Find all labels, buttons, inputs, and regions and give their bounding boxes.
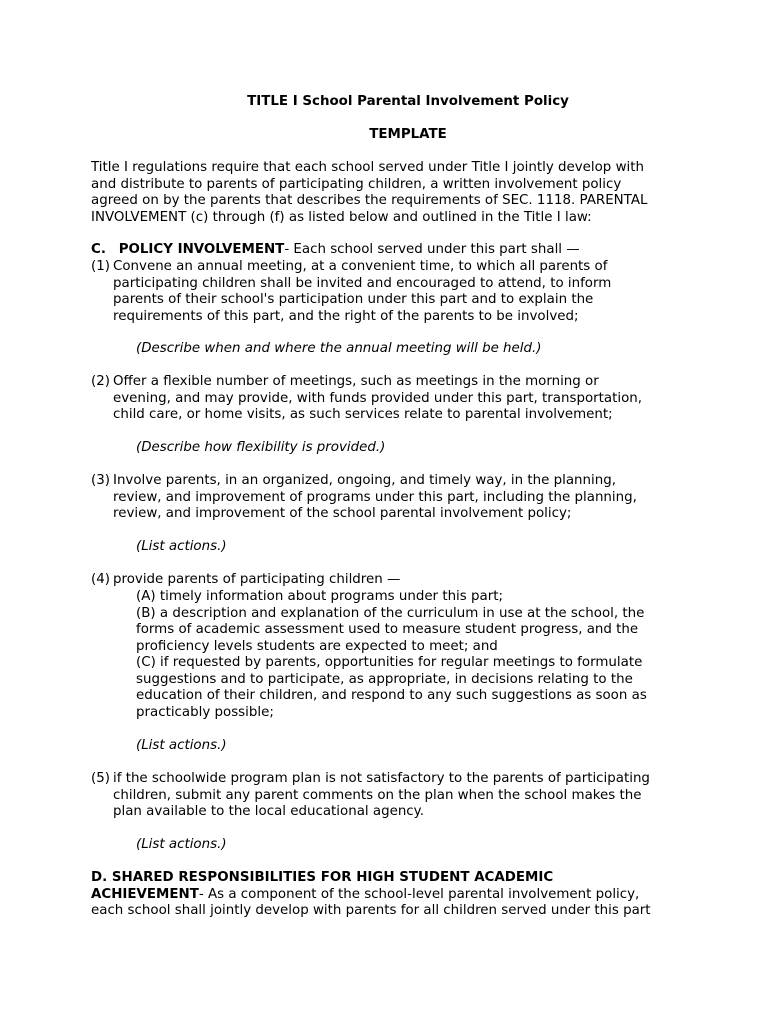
section-c-letter: C. (91, 242, 106, 257)
item-line: parents of their school's participation under this part and to explain the (113, 292, 594, 307)
section-d-text: - As a component of the school-level parental involvement policy, (198, 886, 640, 902)
item-text (113, 572, 400, 589)
item-number: (1) (91, 259, 110, 274)
item-line: children, submit any parent comments on the plan when the school makes the (113, 787, 642, 803)
item-line: if the schoolwide program plan is not satisfactory to the parents of participating (113, 771, 650, 786)
subitem-line: (C) if requested by parents, opportunities for regular meetings to formulate (136, 655, 643, 670)
item-5-instruction: (List actions.) (136, 837, 227, 852)
item-4-subitems (136, 589, 647, 721)
subitem-line: (A) timely information about programs under this part; (136, 589, 503, 604)
intro-line: agreed on by the parents that describes the requirements of SEC. 1118. PARENTAL (91, 193, 648, 208)
item-line: child care, or home visits, as such services relate to parental involvement; (113, 407, 613, 422)
section-d-heading-cont: ACHIEVEMENT (91, 886, 199, 902)
item-line: Offer a flexible number of meetings, such as meetings in the morning or (113, 374, 599, 389)
section-c-title: POLICY INVOLVEMENT (118, 242, 285, 257)
item-line: requirements of this part, and the right of the parents to be involved; (113, 308, 579, 324)
item-number: (3) (91, 473, 110, 488)
subitem-line: education of their children, and respond to any such suggestions as soon as (136, 688, 647, 703)
item-2-instruction: (Describe how flexibility is provided.) (136, 440, 386, 455)
item-4-instruction: (List actions.) (136, 738, 227, 753)
item-line: provide parents of participating children — (113, 572, 401, 587)
item-text (113, 374, 642, 424)
item-line: review, and improvement of the school parental involvement policy; (113, 506, 572, 521)
item-3-instruction: (List actions.) (136, 539, 227, 554)
subitem-line: (B) a description and explanation of the curriculum in use at the school, the (136, 605, 645, 621)
section-d (91, 870, 691, 920)
item-number: (5) (91, 771, 110, 786)
item-line: Involve parents, in an organized, ongoing, and timely way, in the planning, (113, 473, 616, 488)
item-line: plan available to the local educational agency. (113, 804, 424, 819)
item-1-instruction: (Describe when and where the annual meeting will be held.) (136, 341, 542, 356)
item-text (113, 259, 611, 325)
item-text (113, 771, 650, 821)
item-line: Convene an annual meeting, at a convenient time, to which all parents of (113, 259, 608, 274)
item-line: evening, and may provide, with funds provided under this part, transportation, (113, 390, 643, 406)
item-number: (2) (91, 374, 110, 389)
document-subtitle: TEMPLATE (369, 127, 447, 142)
subitem-line: forms of academic assessment used to measure student progress, and the (136, 622, 639, 637)
item-line: participating children shall be invited and encouraged to attend, to inform (113, 275, 612, 291)
intro-line: Title I regulations require that each school served under Title I jointly develop with (91, 160, 644, 175)
section-d-heading: D. SHARED RESPONSIBILITIES FOR HIGH STUDENT ACADEMIC (91, 870, 554, 885)
subitem-line: proficiency levels students are expected to meet; and (136, 638, 498, 654)
document-title: TITLE I School Parental Involvement Policy (247, 94, 569, 109)
subitem-line: suggestions and to participate, as appropriate, in decisions relating to the (136, 671, 633, 687)
item-number: (4) (91, 572, 110, 587)
section-c-intro: - Each school served under this part shall — (284, 242, 580, 257)
section-c-heading (91, 242, 691, 259)
item-line: review, and improvement of programs under this part, including the planning, (113, 489, 637, 505)
section-d-text-line: each school shall jointly develop with parents for all children served under this part (91, 903, 651, 918)
subitem-line: practicably possible; (136, 704, 274, 720)
item-text (113, 473, 637, 523)
intro-paragraph (91, 160, 691, 226)
intro-line: INVOLVEMENT (c) through (f) as listed below and outlined in the Title I law: (91, 209, 592, 225)
intro-line: and distribute to parents of participating children, a written involvement policy (91, 176, 622, 192)
